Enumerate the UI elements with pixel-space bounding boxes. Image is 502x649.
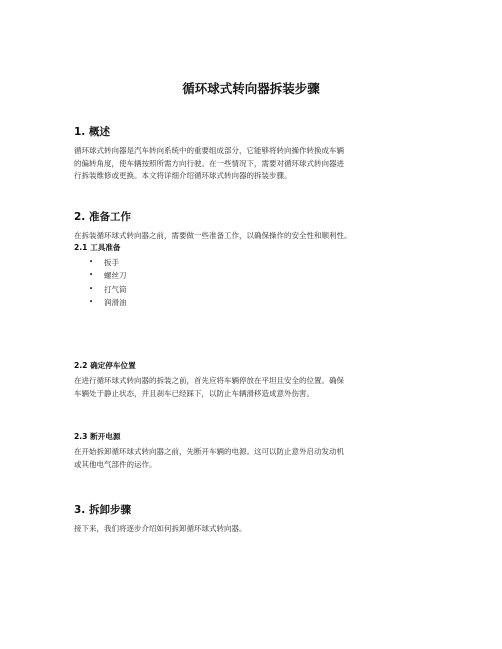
paragraph-line: 在进行循环球式转向器的拆装之前，首先应将车辆停放在平坦且安全的位置。确保 [74, 376, 344, 385]
list-item-text: 润滑油 [104, 297, 127, 307]
list-item-text: 扳手 [104, 258, 119, 267]
paragraph-line: 接下来，我们将逐步介绍如何拆卸循环球式转向器。 [74, 524, 247, 533]
paragraph-line: 的偏转角度，使车辆按照所需方向行驶。在一些情况下，需要对循环球式转向器进 [74, 158, 344, 168]
bullet-icon: • [89, 284, 94, 293]
paragraph-line: 在开始拆卸循环球式转向器之前，先断开车辆的电源。这可以防止意外启动发动机 [74, 447, 344, 456]
disassembly-paragraph [74, 523, 436, 536]
preparation-paragraph [74, 230, 436, 243]
paragraph-line: 或其他电气部件的运作。 [74, 459, 157, 469]
paragraph-line: 循环球式转向器是汽车转向系统中的重要组成部分，它能够将转向操作转换成车辆 [74, 146, 344, 155]
subsection-heading-power: 2.3 断开电源 [74, 432, 121, 441]
bullet-icon: • [89, 297, 94, 306]
section-heading-disassembly: 3. 拆卸步骤 [74, 504, 131, 516]
section-heading-preparation: 2. 准备工作 [74, 211, 131, 223]
paragraph-line: 车辆处于静止状态，并且刹车已经踩下，以防止车辆滑移造成意外伤害。 [74, 388, 314, 398]
subsection-heading-tools: 2.1 工具准备 [74, 243, 121, 252]
paragraph-line: 在拆装循环球式转向器之前，需要做一些准备工作，以确保操作的安全性和顺利性。 [74, 231, 352, 240]
bullet-icon: • [89, 271, 94, 280]
bullet-icon: • [89, 258, 94, 266]
section-heading-overview: 1. 概述 [74, 126, 110, 138]
list-item-text: 螺丝刀 [104, 271, 127, 281]
overview-paragraph [74, 145, 436, 183]
parking-paragraph [74, 375, 436, 400]
paragraph-line: 行拆装维修或更换。本文将详细介绍循环球式转向器的拆装步骤。 [74, 171, 292, 180]
list-item-text: 打气筒 [104, 284, 127, 294]
subsection-heading-parking: 2.2 确定停车位置 [74, 361, 136, 370]
power-paragraph [74, 446, 436, 471]
document-title: 循环球式转向器拆装步骤 [182, 81, 320, 96]
